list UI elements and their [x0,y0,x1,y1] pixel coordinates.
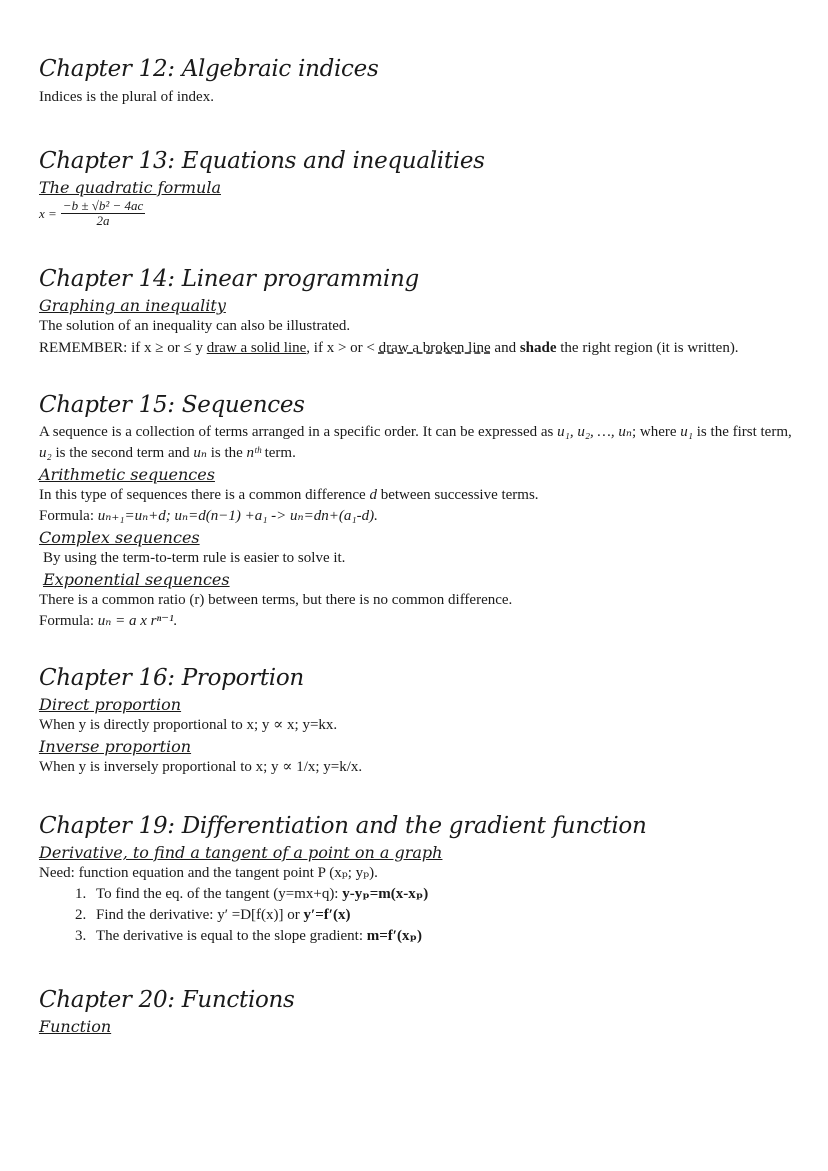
chapter-16-section [39,665,794,778]
derivative-step [90,926,794,947]
shade-text: shade [519,340,557,356]
arith-formula: uₙ₊₁=uₙ+d; uₙ=d(n−1) +a₁ -> uₙ=dn+(a₁-d). [97,508,378,524]
inverse-proportion-heading: Inverse proportion [39,737,192,756]
derivative-need: Need: function equation and the tangent point P (xₚ; yₚ). [39,865,378,881]
arith-d: d [369,487,377,503]
intro-nth: nᵗʰ [246,445,261,461]
chapter-15-title: Chapter 15: Sequences [39,392,305,418]
remember-text-a: REMEMBER: if x ≥ or ≤ y [39,340,207,356]
chapter-16-title: Chapter 16: Proportion [39,665,304,691]
quadratic-formula-heading: The quadratic formula [39,178,221,197]
derivative-steps [39,884,794,947]
remember-text-b: , if x > or < [306,340,379,356]
remember-text-c: and [490,340,520,356]
graphing-inequality-heading: Graphing an inequality [39,296,226,315]
direct-proportion-text: When y is directly proportional to x; y ∝ x; y=kx. [39,717,338,733]
arith-text-b: between successive terms. [376,487,539,503]
solid-line-text: draw a solid line [206,340,307,356]
chapter-12-title: Chapter 12: Algebraic indices [39,56,379,82]
document-page [39,50,794,1037]
step-bold: y-yₚ=m(x-xₚ) [342,886,429,902]
derivative-heading: Derivative, to find a tangent of a point on a graph [39,843,443,862]
chapter-13-title: Chapter 13: Equations and inequalities [39,148,485,174]
intro-terms: u₁, u₂, …, uₙ [557,424,632,440]
intro-f: term. [260,445,296,461]
intro-u2: u₂ [39,445,52,461]
arith-formula-label: Formula: [39,508,98,524]
step-text: The derivative is equal to the slope gradient: [96,928,367,944]
step-bold: m=f′(xₚ) [366,928,422,944]
inequality-line-1: The solution of an inequality can also be illustrated. [39,318,351,334]
quadratic-formula [39,199,794,228]
chapter-13-section [39,148,794,228]
intro-u1: u₁ [680,424,694,440]
exponential-sequences-heading: Exponential sequences [43,570,230,589]
exp-formula-label: Formula: [39,613,98,629]
derivative-step [90,905,794,926]
intro-d: is the second term and [51,445,194,461]
intro-un: uₙ [193,445,207,461]
sequence-intro [39,422,794,464]
inverse-proportion-text: When y is inversely proportional to x; y ∝ 1/x; y=k/x. [39,759,363,775]
intro-b: ; where [631,424,681,440]
complex-sequences-heading: Complex sequences [39,528,200,547]
chapter-14-section [39,266,794,359]
exponential-text: There is a common ratio (r) between terms, but there is no common difference. [39,592,513,608]
intro-a: A sequence is a collection of terms arranged in a specific order. It can be expressed as [39,424,558,440]
formula-lhs: x = [39,205,57,221]
chapter-20-title: Chapter 20: Functions [39,987,295,1013]
chapter-19-section [39,813,794,947]
chapter-12-section [39,56,794,108]
chapter-12-text: Indices is the plural of index. [39,89,214,105]
arithmetic-sequences-heading: Arithmetic sequences [39,465,215,484]
chapter-19-title: Chapter 19: Differentiation and the gradient function [39,813,647,839]
formula-fraction [61,199,145,228]
exponential-formula [39,611,794,632]
complex-text: By using the term-to-term rule is easier to solve it. [43,550,346,566]
intro-c: is the first term, [693,424,792,440]
remember-text-d: the right region (it is written). [556,340,739,356]
step-text: Find the derivative: y′ =D[f(x)] or [96,907,304,923]
arith-text-a: In this type of sequences there is a common difference [39,487,370,503]
derivative-step [90,884,794,905]
formula-denominator: 2a [96,213,110,228]
function-heading: Function [39,1017,112,1036]
step-text: To find the eq. of the tangent (y=mx+q): [96,886,343,902]
arithmetic-text [39,485,794,506]
arithmetic-formula [39,506,794,527]
direct-proportion-heading: Direct proportion [39,695,182,714]
exp-formula: uₙ = a x rⁿ⁻¹. [97,613,178,629]
intro-e: is the [206,445,247,461]
chapter-20-section [39,987,794,1037]
formula-numerator: −b ± √b² − 4ac [62,198,144,213]
chapter-15-section [39,392,794,632]
broken-line-text: draw a broken line [378,340,491,356]
remember-note [39,337,794,359]
step-bold: y′=f′(x) [303,907,351,923]
chapter-14-title: Chapter 14: Linear programming [39,266,419,292]
